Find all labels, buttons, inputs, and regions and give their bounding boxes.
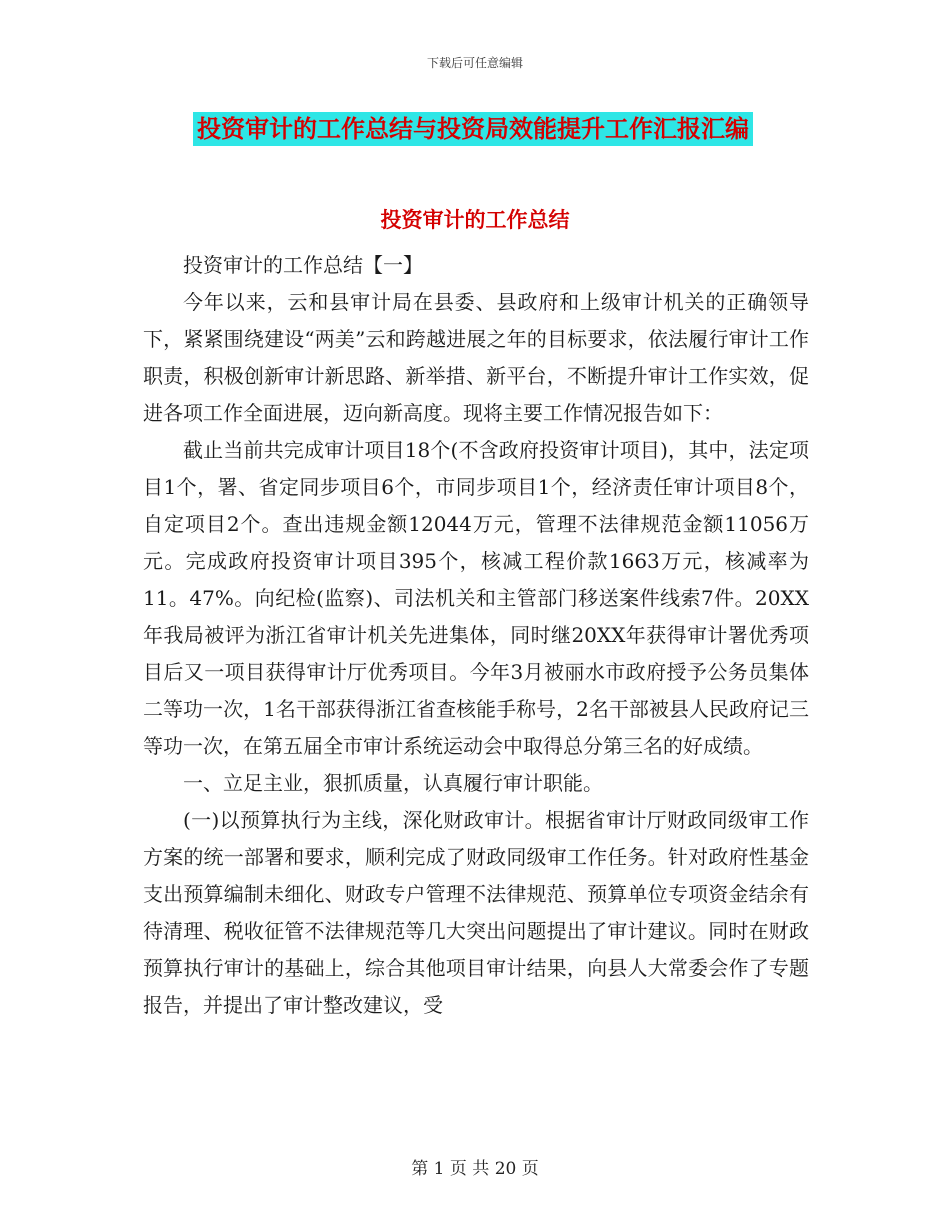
paragraph: 截止当前共完成审计项目18个(不含政府投资审计项目)，其中，法定项目1个，署、省定同步项目6个，市同步项目1个，经济责任审计项目8个，自定项目2个。查出违规金额12044万元，管理不法律规范金额11056万元。完成政府投资审计项目395个，核减工程价款1663万元，核减率为11。47%。向纪检(监察)、司法机关和主管部门移送案件线索7件。20XX年我局被评为浙江省审计机关先进集体，同时继20XX年获得审计署优秀项目后又一项目获得审计厅优秀项目。今年3月被丽水市政府授予公务员集体二等功一次，1名干部获得浙江省查核能手称号，2名干部被县人民政府记三等功一次，在第五届全市审计系统运动会中取得总分第三名的好成绩。 [143, 438, 809, 758]
paragraph: 今年以来，云和县审计局在县委、县政府和上级审计机关的正确领导下，紧紧围绕建设“两美”云和跨越进展之年的目标要求，依法履行审计工作职责，积极创新审计新思路、新举措、新平台，不断提升审计工作实效，促进各项工作全面进展，迈向新高度。现将主要工作情况报告如下： [143, 290, 809, 425]
header-note: 下载后可任意编辑 [426, 56, 523, 70]
paragraph: (一)以预算执行为主线，深化财政审计。根据省审计厅财政同级审工作方案的统一部署和要求，顺利完成了财政同级审工作任务。针对政府性基金支出预算编制未细化、财政专户管理不法律规范、预算单位专项资金结余有待清理、税收征管不法律规范等几大突出问题提出了审计建议。同时在财政预算执行审计的基础上，综合其他项目审计结果，向县人大常委会作了专题报告，并提出了审计整改建议，受 [143, 808, 809, 1017]
page-number-footer: 第 1 页 共 20 页 [411, 1159, 539, 1179]
document-body [143, 247, 809, 1024]
paragraph: 一、立足主业，狠抓质量，认真履行审计职能。 [183, 771, 603, 795]
section-title: 投资审计的工作总结 [380, 208, 570, 232]
document-title: 投资审计的工作总结与投资局效能提升工作汇报汇编 [193, 112, 753, 146]
paragraph: 投资审计的工作总结【一】 [183, 253, 423, 277]
